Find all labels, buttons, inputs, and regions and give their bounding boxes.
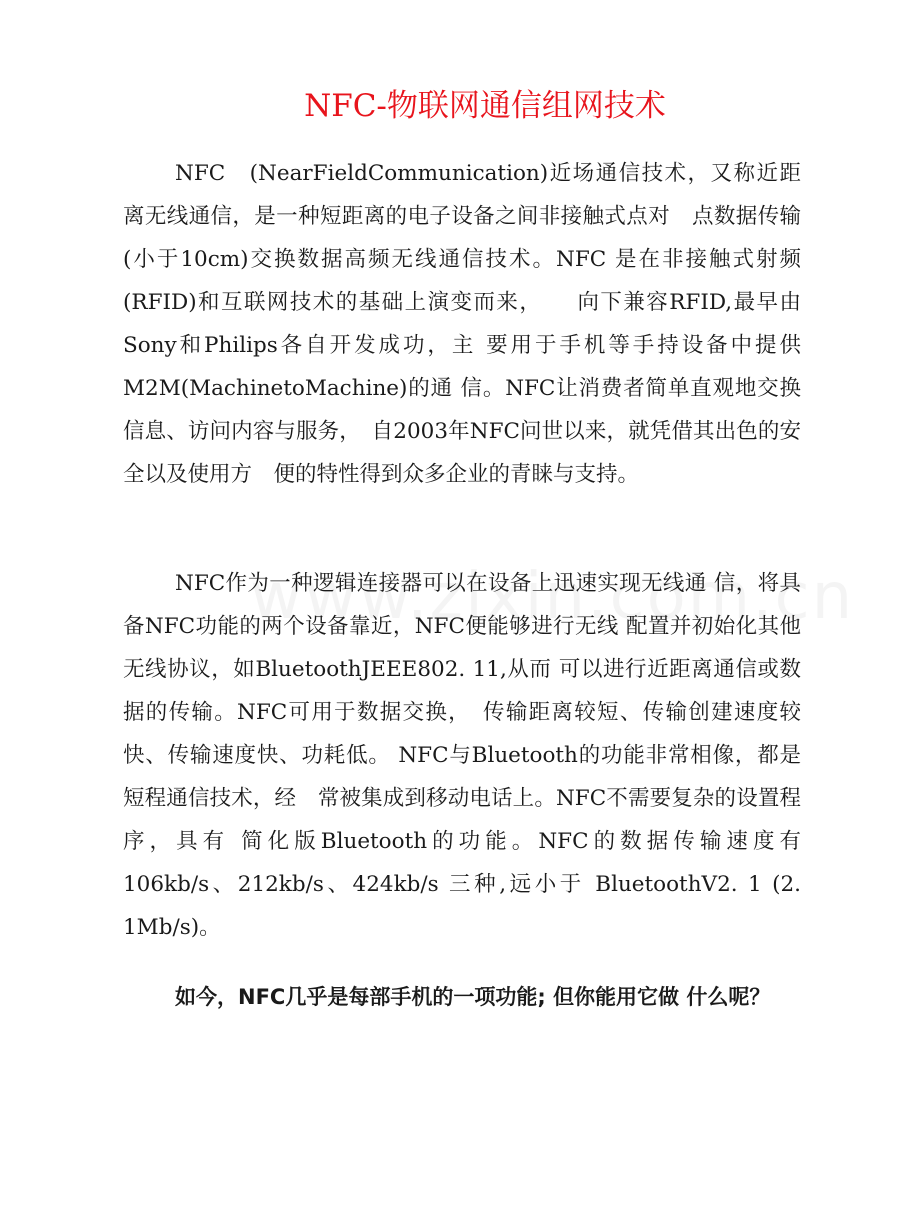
paragraph-1 (123, 152, 801, 496)
paragraph-3-question (123, 976, 801, 1019)
paragraph-1-text: NFC (NearFieldCommunication)近场通信技术，又称近距离无线通信，是一种短距离的电子设备之间非接触式点对 点数据传输(小于10cm)交换数据高频无线通信技术。NFC 是在非接触式射频(RFID)和互联网技术的基础上演变而来， 向下兼容RFID,最早由Sony和Philips各自开发成功，主 要用于手机等手持设备中提供M2M(MachinetoMachine)的通 信。NFC让消费者简单直观地交换信息、访问内容与服务， 自2003年NFC问世以来，就凭借其出色的安全以及使用方 便的特性得到众多企业的青睐与支持。 (123, 161, 801, 487)
document-title: NFC-物联网通信组网技术 (304, 88, 666, 124)
paragraph-2 (123, 562, 801, 949)
paragraph-3-text: 如今，NFC几乎是每部手机的一项功能; 但你能用它做 什么呢？ (175, 985, 771, 1009)
paragraph-2-text: NFC作为一种逻辑连接器可以在设备上迅速实现无线通 信，将具备NFC功能的两个设备靠近，NFC便能够进行无线 配置并初始化其他无线协议，如BluetoothJEEE802. 11,从而 可以进行近距离通信或数据的传输。NFC可用于数据交换， 传输距离较短、传输创建速度较快、传输速度快、功耗低。 NFC与Bluetooth的功能非常相像，都是短程通信技术，经 常被集成到移动电话上。NFC不需要复杂的设置程序，具有 简化版Bluetooth的功能。NFC的数据传输速度有 106kb/s、212kb/s、424kb/s 三种,远小于 BluetoothV2. 1 (2. 1Mb/s)。 (123, 571, 801, 940)
